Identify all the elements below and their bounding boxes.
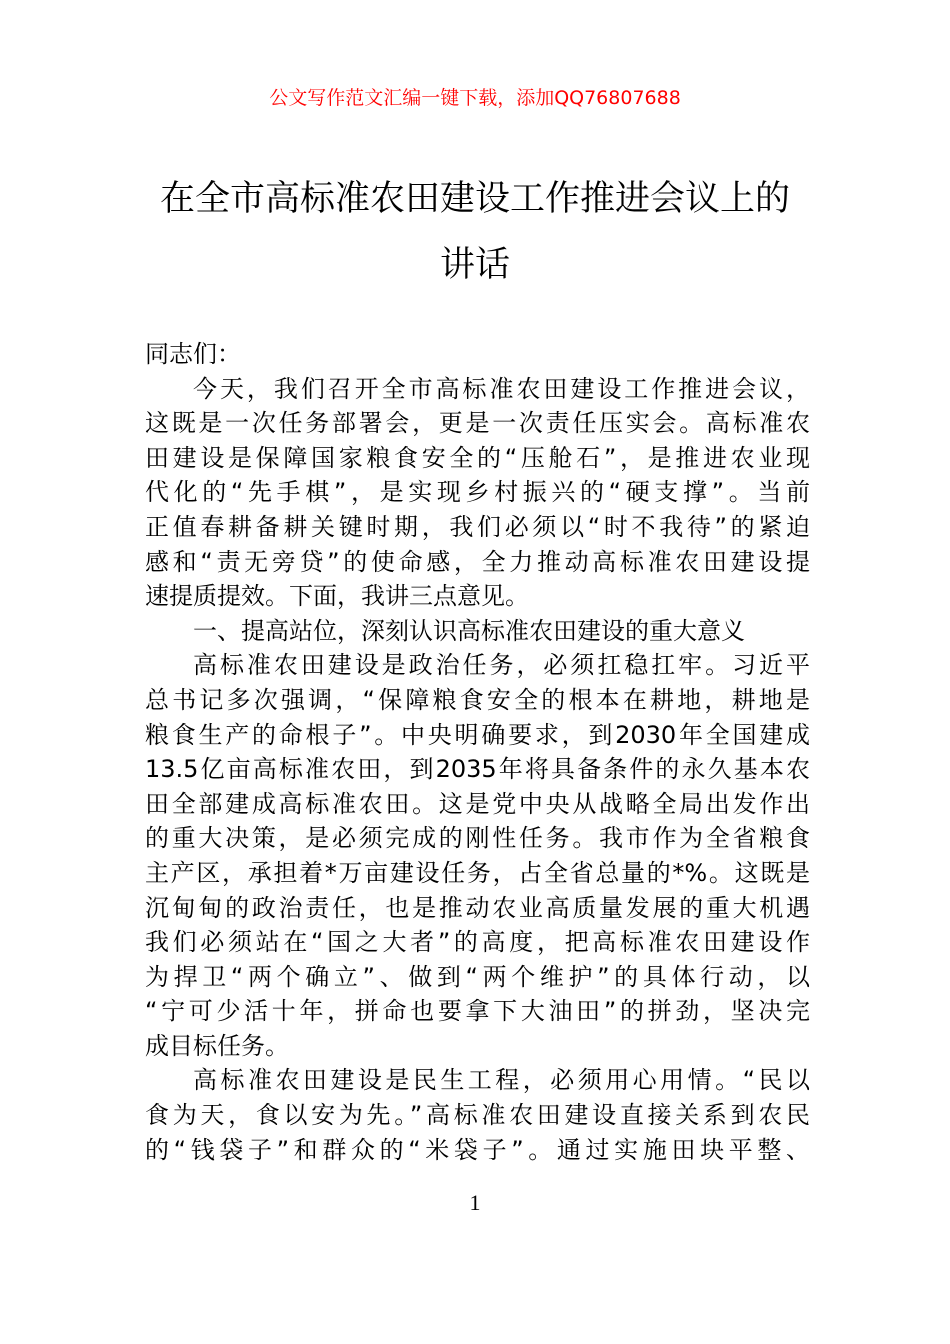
body-line: 的“钱袋子”和群众的“米袋子”。通过实施田块平整、 (145, 1135, 810, 1164)
document-body (145, 337, 810, 1167)
body-line: 高标准农田建设是政治任务，必须扛稳扛牢。习近平 (193, 651, 810, 680)
body-line: 高标准农田建设是民生工程，必须用心用情。“民以 (193, 1066, 810, 1095)
body-line: 田建设是保障国家粮食安全的“压舱石”，是推进农业现 (145, 443, 810, 472)
body-line: 感和“责无旁贷”的使命感，全力推动高标准农田建设提 (145, 547, 810, 576)
body-line: 今天，我们召开全市高标准农田建设工作推进会议， (193, 374, 810, 403)
body-line: 为捍卫“两个确立”、做到“两个维护”的具体行动，以 (145, 962, 810, 991)
body-line: 13.5亿亩高标准农田，到2035年将具备条件的永久基本农 (145, 755, 810, 784)
body-line: 成目标任务。 (145, 1031, 289, 1060)
body-line: 食为天，食以安为先。”高标准农田建设直接关系到农民 (145, 1101, 810, 1130)
body-line: “宁可少活十年，拼命也要拿下大油田”的拼劲，坚决完 (145, 997, 810, 1026)
body-line: 代化的“先手棋”，是实现乡村振兴的“硬支撑”。当前 (145, 478, 810, 507)
body-line: 主产区，承担着*万亩建设任务，占全省总量的*%。这既是 (145, 858, 810, 887)
title-line-1: 在全市高标准农田建设工作推进会议上的 (159, 179, 790, 219)
body-line: 粮食生产的命根子”。中央明确要求，到2030年全国建成 (145, 720, 810, 749)
body-line: 的重大决策，是必须完成的刚性任务。我市作为全省粮食 (145, 824, 810, 853)
title-line-2: 讲话 (439, 245, 510, 285)
body-line: 沉甸甸的政治责任，也是推动农业高质量发展的重大机遇 (145, 893, 810, 922)
salutation: 同志们： (145, 340, 241, 368)
body-line: 总书记多次强调，“保障粮食安全的根本在耕地，耕地是 (145, 685, 810, 714)
body-line: 速提质提效。下面，我讲三点意见。 (145, 582, 529, 611)
body-line: 正值春耕备耕关键时期，我们必须以“时不我待”的紧迫 (145, 512, 810, 541)
body-line: 田全部建成高标准农田。这是党中央从战略全局出发作出 (145, 789, 810, 818)
download-banner: 公文写作范文汇编一键下载，添加QQ76807688 (269, 87, 681, 109)
document-title (120, 166, 830, 298)
page-number: 1 (469, 1190, 481, 1215)
section-heading-1: 一、提高站位，深刻认识高标准农田建设的重大意义 (193, 616, 745, 645)
body-line: 这既是一次任务部署会，更是一次责任压实会。高标准农 (145, 409, 810, 438)
body-line: 我们必须站在“国之大者”的高度，把高标准农田建设作 (145, 928, 810, 957)
